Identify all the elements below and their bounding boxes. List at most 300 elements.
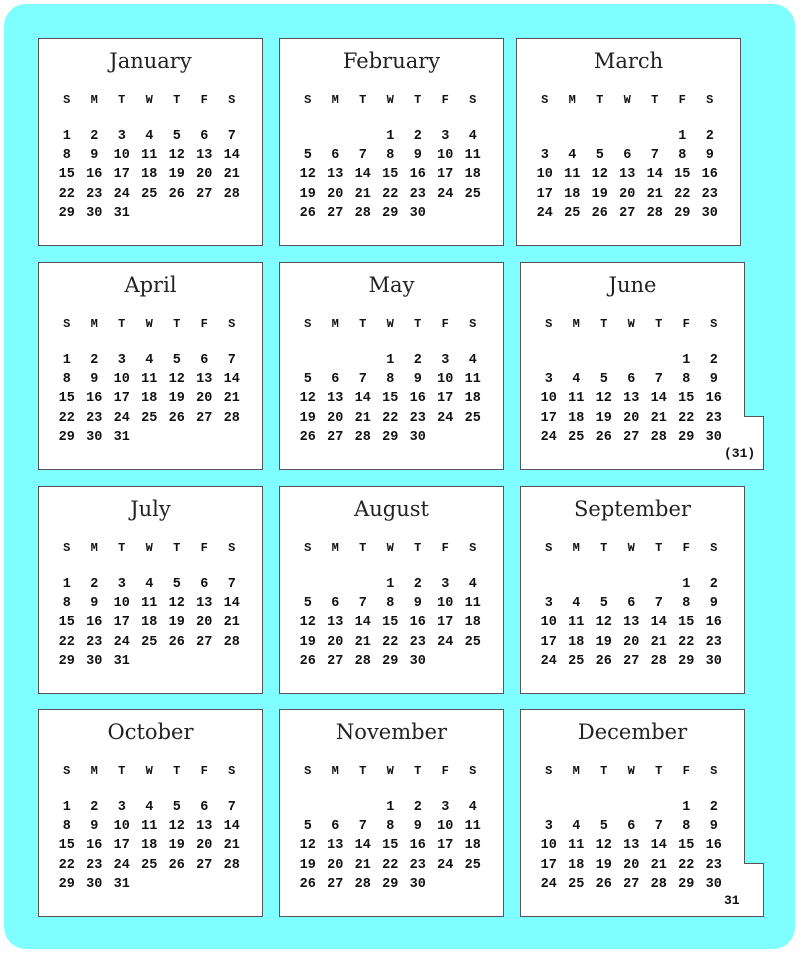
day-number: 16 xyxy=(705,838,722,854)
day-number: 23 xyxy=(86,410,103,426)
day-number: 19 xyxy=(299,634,316,650)
weekday-header-row xyxy=(294,764,487,798)
day-number: 15 xyxy=(58,391,75,407)
weekday-header: S xyxy=(63,317,71,331)
weekday-header: W xyxy=(145,541,153,555)
week-row xyxy=(531,204,724,223)
weekday-header: F xyxy=(200,93,208,107)
weekday-header: F xyxy=(441,317,449,331)
day-number: 10 xyxy=(437,372,454,388)
month-card-january xyxy=(38,38,263,246)
month-card-march xyxy=(516,38,741,246)
weekday-header: M xyxy=(90,764,98,778)
day-number: 16 xyxy=(705,615,722,631)
day-number: 30 xyxy=(86,429,103,445)
day-number: 17 xyxy=(437,167,454,183)
day-number: 11 xyxy=(568,391,585,407)
weekday-header: M xyxy=(331,541,339,555)
day-number: 3 xyxy=(540,148,549,164)
day-number: 1 xyxy=(62,129,71,144)
month-card-april xyxy=(38,262,263,470)
day-number: 18 xyxy=(464,615,481,631)
day-number: 18 xyxy=(564,186,581,202)
day-number: 20 xyxy=(619,186,636,202)
day-number: 22 xyxy=(678,857,695,873)
week-row xyxy=(294,351,487,370)
day-blank xyxy=(322,127,350,146)
day-number: 27 xyxy=(623,429,640,445)
day-number: 19 xyxy=(168,615,185,631)
day-number: 15 xyxy=(58,167,75,183)
day-number: 25 xyxy=(141,857,158,873)
day-number: 9 xyxy=(413,819,422,835)
day-number: 29 xyxy=(382,653,399,669)
weekday-header: W xyxy=(145,93,153,107)
weekday-header: W xyxy=(386,541,394,555)
day-number: 26 xyxy=(168,634,185,650)
day-number: 27 xyxy=(196,186,213,202)
day-number: 2 xyxy=(413,353,422,368)
week-row xyxy=(53,836,246,855)
day-number: 26 xyxy=(299,205,316,221)
day-blank xyxy=(618,575,646,594)
month-title: May xyxy=(368,273,415,297)
week-row xyxy=(294,633,487,652)
weekday-header: S xyxy=(545,764,553,778)
day-blank xyxy=(322,351,350,370)
week-row xyxy=(535,836,728,855)
week-row xyxy=(294,817,487,836)
weekday-header: T xyxy=(359,541,367,555)
day-blank xyxy=(563,575,591,594)
month-title: July xyxy=(130,497,171,521)
day-number: 31 xyxy=(113,876,130,892)
day-blank xyxy=(563,351,591,370)
week-row xyxy=(53,428,246,447)
day-number: 25 xyxy=(464,410,481,426)
day-number: 8 xyxy=(386,596,395,612)
day-grid xyxy=(294,93,487,223)
month-title: December xyxy=(577,720,688,744)
day-number: 16 xyxy=(86,838,103,854)
extra-day-number: (31) xyxy=(724,446,756,461)
day-number: 26 xyxy=(299,876,316,892)
day-number: 3 xyxy=(441,800,450,815)
day-blank xyxy=(136,652,164,671)
day-number: 24 xyxy=(113,634,130,650)
week-row xyxy=(53,389,246,408)
day-number: 15 xyxy=(382,615,399,631)
day-blank xyxy=(218,875,246,894)
day-number: 6 xyxy=(627,819,636,835)
day-number: 14 xyxy=(650,615,667,631)
day-blank xyxy=(322,575,350,594)
day-grid xyxy=(294,317,487,447)
day-number: 23 xyxy=(86,634,103,650)
day-number: 14 xyxy=(354,391,371,407)
day-number: 29 xyxy=(678,429,695,445)
day-number: 30 xyxy=(409,876,426,892)
day-number: 26 xyxy=(168,857,185,873)
weekday-header: T xyxy=(118,541,126,555)
day-number: 17 xyxy=(113,615,130,631)
day-number: 17 xyxy=(437,391,454,407)
week-row xyxy=(535,652,728,671)
day-number: 21 xyxy=(354,410,371,426)
day-number: 20 xyxy=(196,391,213,407)
day-number: 30 xyxy=(409,205,426,221)
day-number: 7 xyxy=(358,372,367,388)
weekday-header: S xyxy=(63,541,71,555)
day-number: 8 xyxy=(62,819,71,835)
day-number: 15 xyxy=(674,167,691,183)
day-number: 10 xyxy=(113,372,130,388)
day-number: 10 xyxy=(540,615,557,631)
month-title: June xyxy=(608,273,657,297)
day-number: 7 xyxy=(654,819,663,835)
day-number: 25 xyxy=(464,857,481,873)
week-row xyxy=(53,633,246,652)
day-number: 10 xyxy=(437,596,454,612)
day-number: 11 xyxy=(568,615,585,631)
weekday-header-row xyxy=(53,541,246,575)
day-number: 17 xyxy=(113,167,130,183)
day-number: 3 xyxy=(117,129,126,144)
day-number: 29 xyxy=(678,653,695,669)
day-number: 9 xyxy=(413,372,422,388)
week-row xyxy=(53,652,246,671)
day-number: 14 xyxy=(223,148,240,164)
weekday-header: S xyxy=(541,93,549,107)
day-number: 2 xyxy=(413,129,422,144)
day-number: 8 xyxy=(682,819,691,835)
weekday-header: T xyxy=(655,764,663,778)
week-row xyxy=(53,146,246,165)
day-number: 24 xyxy=(540,653,557,669)
month-card-october xyxy=(38,709,263,917)
day-number: 4 xyxy=(468,800,477,815)
day-number: 10 xyxy=(113,148,130,164)
day-number: 1 xyxy=(682,353,691,368)
day-number: 27 xyxy=(623,876,640,892)
weekday-header: M xyxy=(331,93,339,107)
day-number: 27 xyxy=(196,857,213,873)
month-card-november xyxy=(279,709,504,917)
week-row xyxy=(535,613,728,632)
day-number: 13 xyxy=(327,391,344,407)
day-blank xyxy=(136,428,164,447)
day-number: 29 xyxy=(58,429,75,445)
day-number: 26 xyxy=(595,876,612,892)
weekday-header: T xyxy=(414,541,422,555)
day-number: 23 xyxy=(705,410,722,426)
day-number: 9 xyxy=(709,596,718,612)
weekday-header-row xyxy=(294,93,487,127)
day-number: 18 xyxy=(141,167,158,183)
day-blank xyxy=(191,652,219,671)
day-number: 12 xyxy=(299,167,316,183)
day-number: 2 xyxy=(709,577,718,592)
day-number: 9 xyxy=(413,148,422,164)
day-number: 4 xyxy=(145,129,154,144)
day-number: 17 xyxy=(437,838,454,854)
weekday-header: S xyxy=(304,541,312,555)
day-blank xyxy=(294,351,322,370)
day-number: 1 xyxy=(682,800,691,815)
weekday-header: F xyxy=(682,541,690,555)
day-number: 18 xyxy=(464,838,481,854)
day-blank xyxy=(136,204,164,223)
week-row xyxy=(53,409,246,428)
weekday-header: S xyxy=(304,764,312,778)
day-number: 11 xyxy=(141,372,158,388)
month-title: November xyxy=(335,720,448,744)
weekday-header: T xyxy=(118,93,126,107)
day-number: 3 xyxy=(441,577,450,592)
day-blank xyxy=(618,798,646,817)
day-number: 20 xyxy=(196,615,213,631)
day-number: 19 xyxy=(168,838,185,854)
week-row xyxy=(294,594,487,613)
day-number: 20 xyxy=(623,410,640,426)
day-number: 25 xyxy=(568,429,585,445)
weekday-header: S xyxy=(304,93,312,107)
day-number: 19 xyxy=(595,634,612,650)
day-number: 22 xyxy=(678,634,695,650)
week-row xyxy=(53,351,246,370)
day-grid xyxy=(294,541,487,671)
day-number: 18 xyxy=(141,391,158,407)
day-blank xyxy=(294,798,322,817)
week-row xyxy=(53,875,246,894)
day-number: 23 xyxy=(409,634,426,650)
day-number: 28 xyxy=(646,205,663,221)
week-row xyxy=(53,370,246,389)
day-blank xyxy=(136,875,164,894)
weekday-header: M xyxy=(331,764,339,778)
day-number: 5 xyxy=(172,577,181,592)
weekday-header: S xyxy=(545,317,553,331)
weekday-header: T xyxy=(600,764,608,778)
day-grid xyxy=(535,541,728,671)
day-number: 30 xyxy=(86,205,103,221)
day-number: 6 xyxy=(331,372,340,388)
week-row xyxy=(294,204,487,223)
day-number: 4 xyxy=(572,819,581,835)
day-number: 12 xyxy=(168,372,185,388)
week-row xyxy=(53,817,246,836)
day-number: 4 xyxy=(145,353,154,368)
day-blank xyxy=(218,652,246,671)
day-number: 12 xyxy=(595,838,612,854)
day-number: 7 xyxy=(358,596,367,612)
day-number: 6 xyxy=(200,800,209,815)
day-blank xyxy=(294,127,322,146)
day-number: 10 xyxy=(536,167,553,183)
day-number: 19 xyxy=(595,857,612,873)
day-number: 28 xyxy=(354,205,371,221)
day-blank xyxy=(191,428,219,447)
day-number: 15 xyxy=(58,615,75,631)
day-number: 14 xyxy=(223,372,240,388)
day-number: 30 xyxy=(86,653,103,669)
day-number: 5 xyxy=(303,148,312,164)
week-row xyxy=(535,798,728,817)
day-blank xyxy=(459,428,487,447)
week-row xyxy=(294,798,487,817)
day-blank xyxy=(191,204,219,223)
day-number: 1 xyxy=(682,577,691,592)
day-number: 30 xyxy=(701,205,718,221)
weekday-header: S xyxy=(63,93,71,107)
day-number: 31 xyxy=(113,653,130,669)
day-number: 11 xyxy=(464,372,481,388)
day-number: 20 xyxy=(327,634,344,650)
day-number: 25 xyxy=(464,186,481,202)
day-number: 24 xyxy=(113,410,130,426)
day-number: 13 xyxy=(196,819,213,835)
day-number: 27 xyxy=(196,634,213,650)
day-number: 8 xyxy=(386,148,395,164)
day-number: 24 xyxy=(540,429,557,445)
day-number: 6 xyxy=(331,596,340,612)
day-number: 19 xyxy=(595,410,612,426)
weekday-header: M xyxy=(90,541,98,555)
day-blank xyxy=(432,204,460,223)
day-blank xyxy=(349,798,377,817)
day-number: 2 xyxy=(90,800,99,815)
day-number: 5 xyxy=(172,800,181,815)
week-row xyxy=(531,127,724,146)
day-number: 15 xyxy=(678,838,695,854)
day-number: 1 xyxy=(386,800,395,815)
day-number: 27 xyxy=(327,205,344,221)
day-number: 31 xyxy=(113,429,130,445)
day-number: 27 xyxy=(327,876,344,892)
day-blank xyxy=(535,351,563,370)
extra-day-tab xyxy=(744,863,764,917)
day-number: 7 xyxy=(654,372,663,388)
day-number: 15 xyxy=(382,391,399,407)
day-number: 8 xyxy=(682,372,691,388)
day-number: 2 xyxy=(413,800,422,815)
day-number: 2 xyxy=(90,129,99,144)
day-blank xyxy=(218,204,246,223)
day-number: 9 xyxy=(90,819,99,835)
day-number: 25 xyxy=(568,653,585,669)
day-number: 10 xyxy=(113,819,130,835)
weekday-header: S xyxy=(228,541,236,555)
day-number: 11 xyxy=(568,838,585,854)
weekday-header: F xyxy=(682,764,690,778)
day-number: 12 xyxy=(299,838,316,854)
day-number: 14 xyxy=(354,167,371,183)
day-blank xyxy=(459,652,487,671)
day-blank xyxy=(432,652,460,671)
day-grid xyxy=(535,317,728,447)
day-number: 29 xyxy=(382,876,399,892)
month-card-may xyxy=(279,262,504,470)
day-grid xyxy=(53,541,246,671)
day-number: 11 xyxy=(141,819,158,835)
weekday-header: M xyxy=(90,317,98,331)
day-number: 16 xyxy=(705,391,722,407)
day-blank xyxy=(432,428,460,447)
day-blank xyxy=(618,351,646,370)
day-number: 29 xyxy=(382,429,399,445)
day-number: 13 xyxy=(196,148,213,164)
weekday-header: S xyxy=(228,764,236,778)
day-number: 18 xyxy=(464,167,481,183)
weekday-header: F xyxy=(678,93,686,107)
day-grid xyxy=(531,93,724,223)
week-row xyxy=(53,185,246,204)
day-number: 10 xyxy=(437,819,454,835)
day-number: 13 xyxy=(327,615,344,631)
day-number: 12 xyxy=(595,615,612,631)
weekday-header-row xyxy=(53,317,246,351)
weekday-header: S xyxy=(710,764,718,778)
weekday-header: S xyxy=(710,541,718,555)
day-number: 11 xyxy=(141,148,158,164)
day-number: 26 xyxy=(299,653,316,669)
day-number: 10 xyxy=(437,148,454,164)
weekday-header: W xyxy=(145,764,153,778)
day-blank xyxy=(163,428,191,447)
day-number: 31 xyxy=(113,205,130,221)
day-number: 28 xyxy=(223,857,240,873)
day-number: 14 xyxy=(223,819,240,835)
week-row xyxy=(53,127,246,146)
day-number: 6 xyxy=(200,353,209,368)
month-title: August xyxy=(354,497,429,521)
weekday-header: S xyxy=(706,93,714,107)
weekday-header: S xyxy=(228,317,236,331)
weekday-header: T xyxy=(173,541,181,555)
day-blank xyxy=(191,875,219,894)
weekday-header: T xyxy=(359,317,367,331)
weekday-header: T xyxy=(596,93,604,107)
day-number: 12 xyxy=(299,615,316,631)
day-number: 29 xyxy=(678,876,695,892)
weekday-header: T xyxy=(173,93,181,107)
day-number: 16 xyxy=(409,167,426,183)
day-number: 9 xyxy=(90,372,99,388)
day-number: 2 xyxy=(705,129,714,144)
day-number: 28 xyxy=(223,186,240,202)
weekday-header: S xyxy=(304,317,312,331)
day-blank xyxy=(535,575,563,594)
day-number: 8 xyxy=(62,372,71,388)
day-blank xyxy=(163,204,191,223)
day-number: 28 xyxy=(223,634,240,650)
week-row xyxy=(531,165,724,184)
day-number: 3 xyxy=(117,800,126,815)
week-row xyxy=(535,633,728,652)
day-number: 14 xyxy=(223,596,240,612)
week-row xyxy=(535,428,728,447)
week-row xyxy=(294,127,487,146)
week-row xyxy=(53,613,246,632)
day-number: 23 xyxy=(409,857,426,873)
weekday-header-row xyxy=(294,317,487,351)
day-number: 21 xyxy=(223,838,240,854)
day-number: 18 xyxy=(464,391,481,407)
weekday-header: S xyxy=(63,764,71,778)
day-number: 22 xyxy=(382,186,399,202)
weekday-header: F xyxy=(682,317,690,331)
day-number: 5 xyxy=(303,372,312,388)
